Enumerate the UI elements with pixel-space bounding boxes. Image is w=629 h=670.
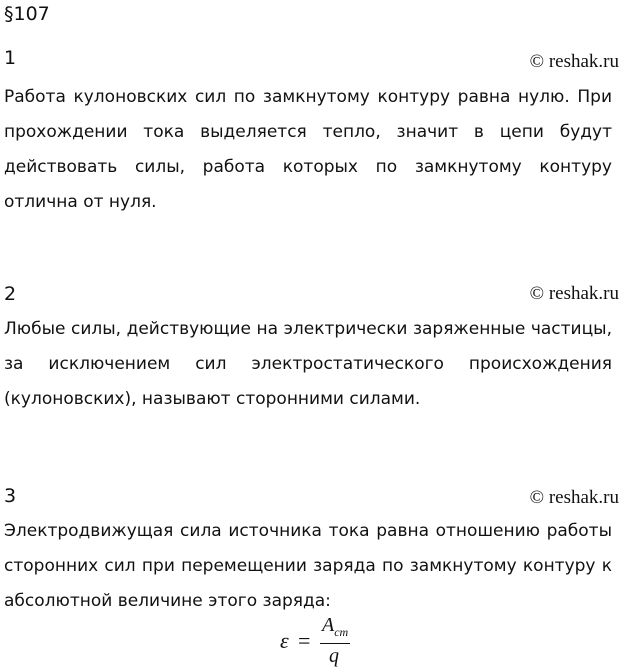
formula-numerator-sub: ст (334, 625, 349, 639)
section-title: §107 (4, 3, 50, 25)
formula-numerator (322, 614, 348, 640)
formula-lhs: ε (280, 628, 289, 653)
item-3-text: Электродвижущая сила источника тока равна отношению работы сторонних сил при перемещении заряда по замкнутому контуру к абсолютной величине этого заряда: (4, 521, 612, 611)
item-1-watermark: © reshak.ru (529, 51, 619, 72)
item-2-watermark: © reshak.ru (529, 283, 619, 304)
item-3-number: 3 (4, 485, 17, 507)
formula-fraction-bar (320, 643, 350, 644)
emf-formula (278, 614, 398, 670)
formula-equals: = (298, 628, 311, 653)
item-1-text: Работа кулоновских сил по замкнутому контуру равна нулю. При прохождении тока выделяется тепло, значит в цепи будут действовать силы, работа которых по замкнутому контуру отлична от нуля. (4, 87, 612, 212)
formula-numerator-main: A (322, 614, 335, 636)
item-2-number: 2 (4, 283, 17, 305)
item-3-watermark: © reshak.ru (529, 487, 619, 508)
item-1-number: 1 (4, 47, 17, 69)
formula-denominator: q (329, 645, 339, 667)
item-2-text: Любые силы, действующие на электрически заряженные частицы, за исключением сил электростатического происхождения (кулоновских), называют сторонними силами. (4, 319, 612, 409)
